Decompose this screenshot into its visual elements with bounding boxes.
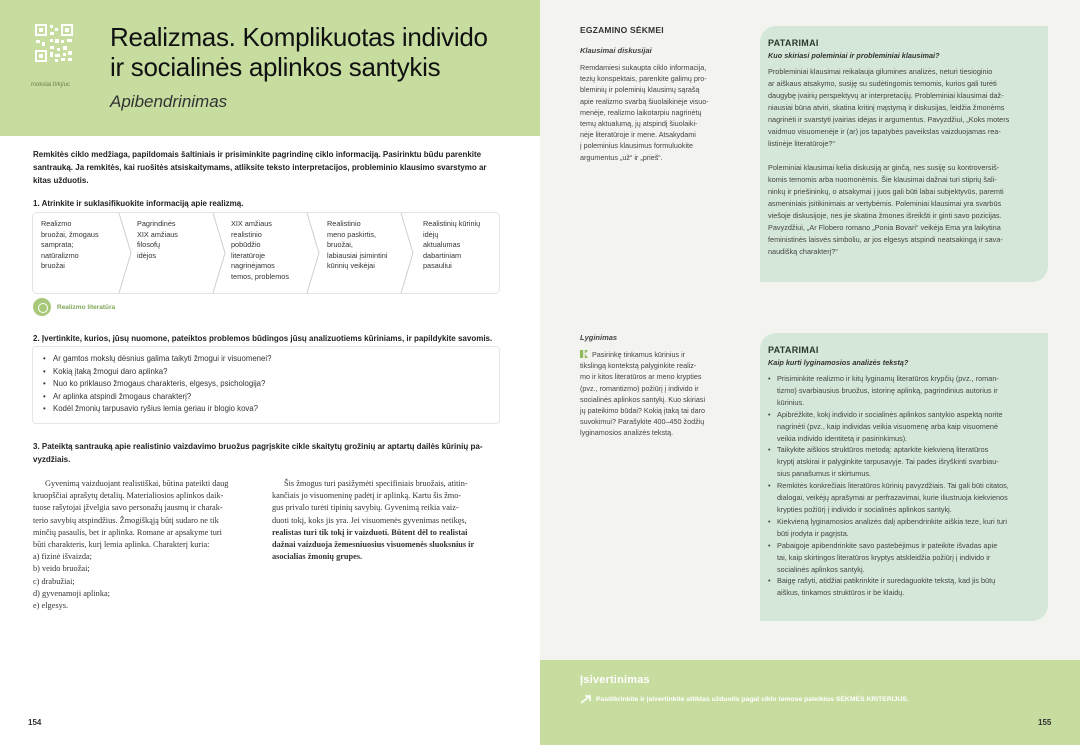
list-item: • Kodėl žmonių tarpusavio ryšius lemia geriau ir blogio kova? (43, 403, 489, 416)
list-item: • Ar gamtos mokslų dėsnius galima taikyti žmogui ir visuomenei? (43, 353, 489, 366)
essay-line: c) drabužiai; (33, 576, 75, 586)
text-line: jų pateikimo būdai? Kokią įtaką tai daro (580, 406, 706, 416)
tips-box-questions (760, 26, 1048, 282)
text-line: apie realizmo svarbą šiuolaikinėje visuo- (580, 96, 709, 106)
realism-cell-line: aktualumas (423, 240, 461, 249)
text-line: (pvz., romantizmo) požiūrį į individo ir (580, 383, 699, 393)
chevron-divider-icon (117, 213, 137, 293)
realism-cell-line: samprata; (41, 240, 74, 249)
realism-cell-line: idėjos (137, 250, 157, 260)
list-item: • Baigę rašyti, atidžiai patikrinkite ir suredaguokite tekstą, kad jis būtų aiškus, tinkamos struktūros ir be klaidų. (768, 575, 1038, 599)
qr-code-graphic (33, 22, 75, 64)
essay-line: realistas turi tik tokį ir vaizduoti. Būtent dėl to realistai (272, 527, 468, 537)
text-line: lyginamosios analizės tekstą. (580, 428, 674, 438)
essay-column-left (33, 478, 263, 612)
text-line: komis temomis arba nuomonėmis. Šie klausimai dažnai turi stiprių šali- (768, 175, 997, 184)
title-line: ir socialinės aplinkos santykis (110, 52, 441, 82)
task-marker-icon (580, 350, 588, 358)
qr-code-icon[interactable] (33, 22, 75, 64)
qr-code-label: mokslai.lt/kj/uc (31, 82, 71, 88)
comparison-subheading: Lyginimas (580, 333, 618, 342)
list-item: • Apibrėžkite, kokį individo ir socialinės aplinkos santykio aspektą norite nagrinėti (pvz., kaip individas veikia visuomenę arba kaip visuomenė veikia individo identitetą ir pasirinkimus). (768, 409, 1038, 445)
intro-line: santrauką. Ja remkitės, kai ruošitės atsiskaitymams, atliksite teksto interpretacijos, probleminio klausimo svarstymo ar (33, 163, 487, 172)
essay-line: gus privalo turėti tipinių savybių. Gyvenimą reikia vaiz- (272, 503, 459, 513)
tips-title: PATARIMAI (768, 345, 819, 355)
text-line: ar aiškaus atsakymo, susiję su sudėtingomis temomis, kurios gali turėti (768, 79, 997, 88)
realism-cell-line: labiausiai įsimintini (327, 250, 388, 260)
realism-cell-line: pasauliui (423, 261, 452, 270)
intro-line: Remkitės ciklo medžiaga, papildomais šaltiniais ir prisiminkite pagrindinę ciklo informaciją. Pasirinktu būdu parenkite (33, 150, 482, 159)
chevron-divider-icon (399, 213, 419, 293)
list-item: • Pabaigoje apibendrinkite savo pastebėjimus ir pateikite išvadas apie tai, kaip skirtingos literatūros kryptys atskleidžia požiūrį į individo ir socialinės aplinkos santykį. (768, 540, 1038, 576)
text-line: Probleminiai klausimai reikalauja gilumines analizės, neturi tiesioginio (768, 67, 993, 76)
essay-line: d) gyvenamoji aplinka; (33, 588, 110, 598)
text-line: į poleminius klausimus formuluokite (580, 141, 694, 151)
essay-line: kančiais jo visuomeninę padėtį ir aplinką. Kartu šis žmo- (272, 491, 462, 501)
essay-line: būti charakteris, kurį lemia aplinka. Charakterį kuria: (33, 540, 210, 550)
text-line: mo ir kitos literatūros ar meno krypties (580, 372, 702, 382)
arrow-pointer-icon (580, 694, 592, 704)
list-item: • Nuo ko priklauso žmogaus charakteris, elgesys, psichologija? (43, 378, 489, 391)
text-line: suvokimui? Parašykite 400–450 žodžių (580, 417, 705, 427)
realism-cell-line: Pagrindinės (137, 219, 176, 228)
text-line: menėje, realizmo laikotarpiu nagrinėtų (580, 107, 702, 117)
realism-cell-line: Realistinio (327, 219, 361, 228)
text-line: asmeniniais įsitikinimais ar vertybėmis. Poleminiai klausimai yra svarbūs (768, 199, 1002, 208)
tips-box-comparison (760, 333, 1048, 621)
topic-tag-icon (33, 298, 51, 316)
text-line: bleminių ir poleminių klausimų sąrašą (580, 85, 700, 95)
realism-cell-line: XIX amžiaus (137, 229, 178, 239)
realism-cell[interactable] (423, 219, 480, 272)
realism-cell-line: kūrinių veikėjai (327, 261, 375, 270)
text-line: listinėje literatūroje?“ (768, 139, 835, 148)
intro-text (33, 148, 503, 187)
realism-cell-line: bruožai (41, 261, 65, 270)
text-line: niausiai būna atviri, skatina kritinį mąstymą ir diskusijas, leidžia žmonėms (768, 103, 1005, 112)
essay-line: tuose rašytojai įžvelgia savo personažų jausmų ir charak- (33, 503, 223, 513)
self-assessment-title: Įsivertinimas (580, 674, 650, 686)
realism-classification-row (33, 213, 499, 293)
realism-cell-line: Realizmo (41, 219, 72, 228)
page-number-right: 155 (1038, 718, 1052, 727)
comparison-text (580, 349, 728, 439)
text-line: feministinės laisvės simboliu, ar jos elgesys atspindi neatsakingą ir sava- (768, 235, 1003, 244)
essay-line: dažnai vaizduoja žemesniuosius visuomenės sluoksnius ir (272, 540, 475, 550)
text-line: daugybę įvairių perspektyvų ar interpretacijų. Probleminiai klausimai daž- (768, 91, 1004, 100)
realism-cell-line: literatūroje (231, 250, 266, 260)
essay-line: asocialias žmonių grupes. (272, 552, 363, 562)
task-2-heading: 2. Įvertinkite, kurios, jūsų nuomone, pateiktos problemos būdingos jūsų analizuotiems kūriniams, ir papildykite savomis. (33, 334, 493, 343)
essay-line: minčių pasaulis, bet ir aplinka. Romane ar apsakyme turi (33, 527, 222, 537)
list-item: • Taikykite aiškios struktūros metodą: aptarkite kiekvieną literatūros kryptį atskirai ir palyginkite tarpusavyje. Tai pades išryškinti svarbiau- sius panašumus ir skirtumus. (768, 444, 1038, 480)
text-line: temų aktualumą, jų atspindį šiuolaiki- (580, 119, 698, 129)
essay-line: e) elgesys. (33, 601, 69, 611)
realism-cell-line: temos, problemos (231, 271, 289, 281)
text-line: Pavyzdžiui, „Ar Flobero romano „Ponia Bovari“ veikėja Ema yra laikytina (768, 223, 1001, 232)
realism-cell-line: bruožai, (327, 240, 353, 249)
title-line: Realizmas. Komplikuotas individo (110, 22, 488, 52)
page-number-left: 154 (28, 718, 42, 727)
tips-paragraph (768, 66, 1038, 150)
essay-column-right (272, 478, 502, 563)
tips-list (768, 373, 1038, 599)
realism-cell-line: meno paskirtis, (327, 229, 377, 239)
realism-cell-line: nagrinėjamos (231, 261, 275, 270)
realism-cell-line: filosofų (137, 240, 161, 249)
realism-cell-line: Realistinių kūrinių (423, 219, 481, 228)
realism-cell-line: XIX amžiaus (231, 219, 272, 228)
tips-paragraph (768, 162, 1038, 258)
essay-line: kruopščiai aprašytų detalių. Materialiosios aplinkos daik- (33, 491, 224, 501)
topic-tag-label: Realizmo literatūra (57, 303, 116, 311)
tips-title: PATARIMAI (768, 38, 819, 48)
realism-cell[interactable] (41, 219, 99, 272)
discussion-text (580, 62, 728, 163)
realism-cell-line: realistinio (231, 229, 262, 239)
text-line: tikslingą kontekstą palyginkite realiz- (580, 361, 697, 371)
text-line: naudišką charakterį?“ (768, 247, 838, 256)
text-line: tezių konspektais, parenkite galimų pro- (580, 74, 707, 84)
essay-line: a) fizinė išvaizda; (33, 552, 92, 562)
text-line: socialinės aplinkos santykį. Kuo skiriasi (580, 394, 706, 404)
task-3-line: 3. Pateiktą santrauką apie realistinio vaizdavimo bruožus pagrįskite cikle skaitytų grožinių ar aptartų dailės kūrinių pa- (33, 442, 483, 451)
chevron-divider-icon (305, 213, 325, 293)
page-title (110, 22, 530, 82)
tips-question: Kaip kurti lyginamosios analizės tekstą? (768, 358, 909, 367)
list-item: • Ar aplinka atspindi žmogaus charakterį? (43, 391, 489, 404)
realism-cell-line: bruožai, žmogaus (41, 229, 99, 239)
text-line: Poleminiai klausimai kelia diskusiją ar ginčą, nes susiję su kontroversiš- (768, 163, 1000, 172)
task-3-line: vyzdžiais. (33, 455, 71, 464)
essay-line: terio savybių atspindžius. Žmogiškąją būtį sudaro ne tik (33, 515, 219, 525)
realism-cell[interactable] (231, 219, 289, 282)
list-item: • Prisiminkite realizmo ir kitų lyginamų literatūros krypčių (pvz., roman- tizmo) svarbiausius bruožus, istorinę aplinką, pagrindinius autorius ir kūrinius. (768, 373, 1038, 409)
text-line: nagrinėti ir svarstyti įvairias idėjas ir argumentus. Pavyzdžiui, „Koks moters (768, 115, 1010, 124)
self-assessment-instruction: Pasitikrinkite ir įsivertinkite atliktas užduotis pagal ciklo temose pateiktus SĖKMĖS KRITERIJUS. (596, 695, 909, 703)
page-subtitle: Apibendrinimas (110, 92, 228, 111)
realism-cell-line: idėjų (423, 229, 439, 239)
task-2-question-list (33, 347, 499, 423)
list-item: • Kiekvieną lyginamosios analizės dalį apibendrinkite aiškia teze, kuri turi būti įrodyta ir pagrįsta. (768, 516, 1038, 540)
self-assessment-text (580, 694, 909, 704)
exam-success-heading: EGZAMINO SĖKMEI (580, 25, 664, 35)
tips-question: Kuo skiriasi poleminiai ir probleminiai klausimai? (768, 51, 940, 60)
task-1-heading: 1. Atrinkite ir suklasifikuokite informaciją apie realizmą. (33, 199, 244, 208)
essay-line: Šis žmogus turi pasižymėti specifiniais bruožais, atitin- (284, 479, 468, 488)
text-line: vaidmuo visuomenėje ir (ar) jos tapatybės paveikslas vaizduojamas rea- (768, 127, 1001, 136)
text-line: nėje literatūroje ir mene. Atsakydami (580, 130, 696, 140)
essay-line: Gyvenimą vaizduojant realistiškai, būtina pateikti daug (45, 479, 229, 488)
intro-line: kitas užduotis. (33, 176, 89, 185)
essay-line: b) veido bruožai; (33, 564, 90, 574)
realism-cell[interactable] (327, 219, 387, 272)
realism-cell-line: dabartiniam (423, 250, 462, 260)
discussion-subheading: Klausimai diskusijai (580, 46, 652, 55)
topic-tag[interactable] (33, 298, 115, 316)
realism-cell-line: pobūdžio (231, 240, 261, 249)
realism-cell-line: natūralizmo (41, 250, 79, 260)
text-line: viešoje diskusijoje, nes jie skatina žmones išreikšti ir ginti savo pozicijas. (768, 211, 1002, 220)
text-line: Pasirinkę tinkamus kūrinius ir (580, 349, 728, 360)
text-line: ninkų ir priešininkų, o atsakymai į juos gali būti labai subjektyvūs, paremti (768, 187, 1004, 196)
text-line: argumentus „už“ ir „prieš“. (580, 152, 663, 162)
realism-cell[interactable] (137, 219, 178, 261)
essay-line: duoti tokį, koks jis yra. Jei visuomenės gyvenimas netikęs, (272, 515, 467, 525)
task-3-heading (33, 440, 503, 466)
chevron-divider-icon (211, 213, 231, 293)
list-item: • Remkitės konkrečiais literatūros kūrinių pavyzdžiais. Tai gali būti citatos, dialogai, veikėjų aprašymai ar perfrazavimai, kurie iliustruoja kiekvienos krypties požiūrį į individo ir socialinės aplinkos santykį. (768, 480, 1038, 516)
text-line: Remdamiesi sukaupta ciklo informacija, (580, 63, 707, 72)
list-item: • Kokią įtaką žmogui daro aplinka? (43, 366, 489, 379)
